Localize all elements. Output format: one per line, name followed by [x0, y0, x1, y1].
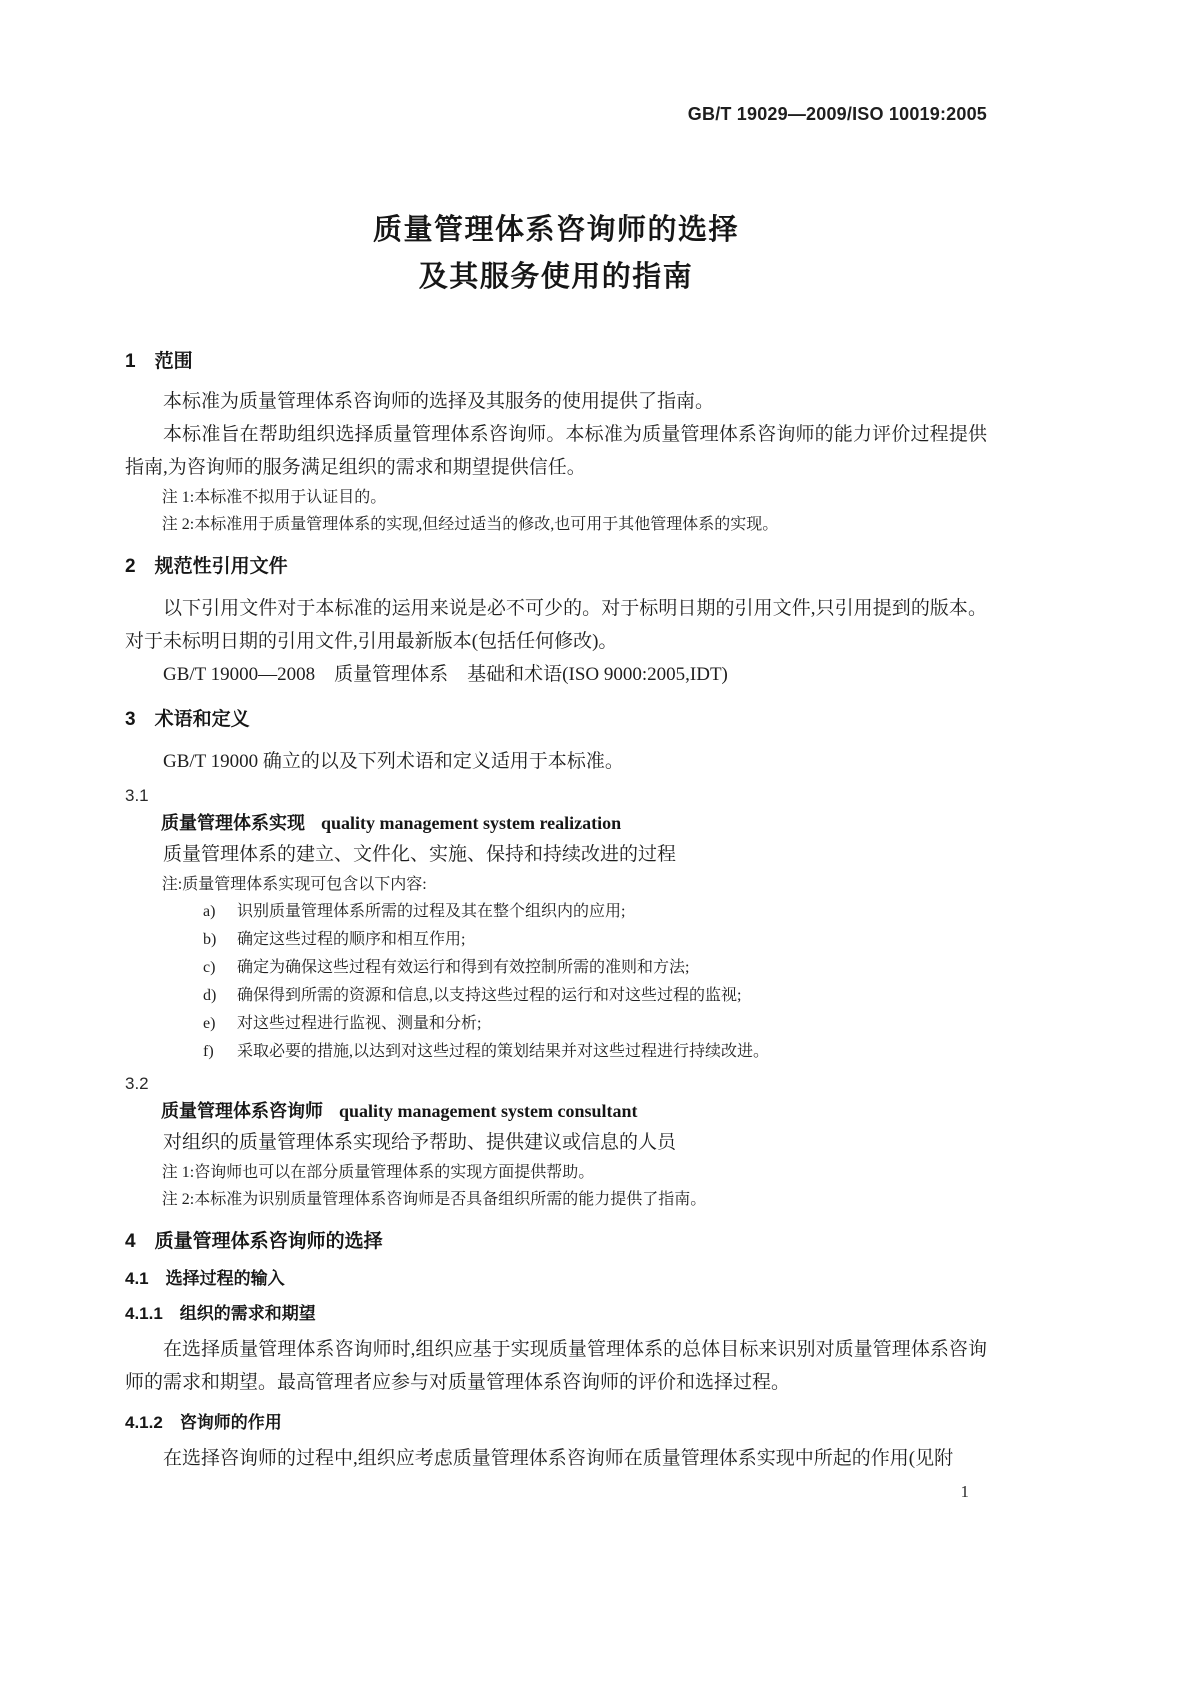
section-2-paragraph-1: 以下引用文件对于本标准的运用来说是必不可少的。对于标明日期的引用文件,只引用提到的版本。对于未标明日期的引用文件,引用最新版本(包括任何修改)。 — [125, 598, 987, 652]
list-text: 采取必要的措施,以达到对这些过程的策划结果并对这些过程进行持续改进。 — [237, 1043, 770, 1060]
list-text: 确保得到所需的资源和信息,以支持这些过程的运行和对这些过程的监视; — [237, 987, 742, 1004]
term-3-1-list-item-f — [203, 1038, 987, 1066]
list-marker: c) — [203, 959, 216, 976]
term-3-2-title-en: quality management system consultant — [339, 1101, 638, 1121]
term-3-2-note-1: 注 1:咨询师也可以在部分质量管理体系的实现方面提供帮助。 — [161, 1164, 595, 1181]
term-3-1-definition: 质量管理体系的建立、文件化、实施、保持和持续改进的过程 — [163, 844, 677, 865]
list-text: 识别质量管理体系所需的过程及其在整个组织内的应用; — [237, 903, 626, 920]
section-1-paragraph-2: 本标准旨在帮助组织选择质量管理体系咨询师。本标准为质量管理体系咨询师的能力评价过程提供指南,为咨询师的服务满足组织的需求和期望提供信任。 — [125, 424, 987, 478]
section-2-reference: GB/T 19000—2008 质量管理体系 基础和术语(ISO 9000:2005,IDT) — [163, 664, 728, 685]
list-marker: a) — [203, 903, 216, 920]
document-content — [125, 0, 987, 1475]
list-marker: d) — [203, 987, 217, 1004]
section-1-note-1: 注 1:本标准不拟用于认证目的。 — [161, 489, 387, 506]
term-3-1-list-item-d — [203, 982, 987, 1010]
list-text: 对这些过程进行监视、测量和分析; — [237, 1015, 482, 1032]
list-text: 确定这些过程的顺序和相互作用; — [237, 931, 466, 948]
term-3-2-title — [125, 1096, 987, 1126]
term-3-2-number: 3.2 — [125, 1074, 149, 1093]
list-text: 确定为确保这些过程有效运行和得到有效控制所需的准则和方法; — [237, 959, 690, 976]
section-4-1-1-paragraph: 在选择质量管理体系咨询师时,组织应基于实现质量管理体系的总体目标来识别对质量管理体系咨询师的需求和期望。最高管理者应参与对质量管理体系咨询师的评价和选择过程。 — [125, 1339, 987, 1393]
section-3-heading: 3 术语和定义 — [125, 709, 250, 730]
term-3-1-title-en: quality management system realization — [321, 813, 622, 833]
page-number: 1 — [960, 1482, 969, 1501]
term-3-2-definition: 对组织的质量管理体系实现给予帮助、提供建议或信息的人员 — [163, 1132, 677, 1153]
section-1-note-2: 注 2:本标准用于质量管理体系的实现,但经过适当的修改,也可用于其他管理体系的实现。 — [161, 516, 779, 533]
term-3-1-list-item-a — [203, 898, 987, 926]
term-3-2-title-zh: 质量管理体系咨询师 — [161, 1101, 323, 1121]
term-3-1-note-lead: 注:质量管理体系实现可包含以下内容: — [161, 876, 427, 893]
title-line-1: 质量管理体系咨询师的选择 — [372, 214, 739, 246]
term-3-1-number: 3.1 — [125, 786, 149, 805]
section-3-paragraph-1: GB/T 19000 确立的以及下列术语和定义适用于本标准。 — [163, 751, 624, 772]
document-title — [125, 207, 987, 301]
term-3-1-list-item-c — [203, 954, 987, 982]
section-4-1-1-heading: 4.1.1 组织的需求和期望 — [125, 1304, 316, 1323]
section-4-1-2-heading: 4.1.2 咨询师的作用 — [125, 1413, 282, 1432]
section-1-paragraph-1: 本标准为质量管理体系咨询师的选择及其服务的使用提供了指南。 — [163, 391, 715, 412]
term-3-1-title — [125, 808, 987, 838]
term-3-2-note-2: 注 2:本标准为识别质量管理体系咨询师是否具备组织所需的能力提供了指南。 — [161, 1191, 707, 1208]
list-marker: e) — [203, 1015, 216, 1032]
standard-code: GB/T 19029—2009/ISO 10019:2005 — [687, 104, 987, 124]
section-4-1-2-paragraph: 在选择咨询师的过程中,组织应考虑质量管理体系咨询师在质量管理体系实现中所起的作用(见附 — [163, 1448, 954, 1469]
title-line-2: 及其服务使用的指南 — [418, 261, 694, 293]
term-3-1-list-item-b — [203, 926, 987, 954]
term-3-1-title-zh: 质量管理体系实现 — [161, 813, 305, 833]
section-2-heading: 2 规范性引用文件 — [125, 556, 288, 577]
list-marker: b) — [203, 931, 217, 948]
section-1-heading: 1 范围 — [125, 351, 193, 372]
section-4-heading: 4 质量管理体系咨询师的选择 — [125, 1231, 383, 1252]
term-3-1-list-item-e — [203, 1010, 987, 1038]
section-4-1-heading: 4.1 选择过程的输入 — [125, 1269, 285, 1288]
list-marker: f) — [203, 1043, 214, 1060]
